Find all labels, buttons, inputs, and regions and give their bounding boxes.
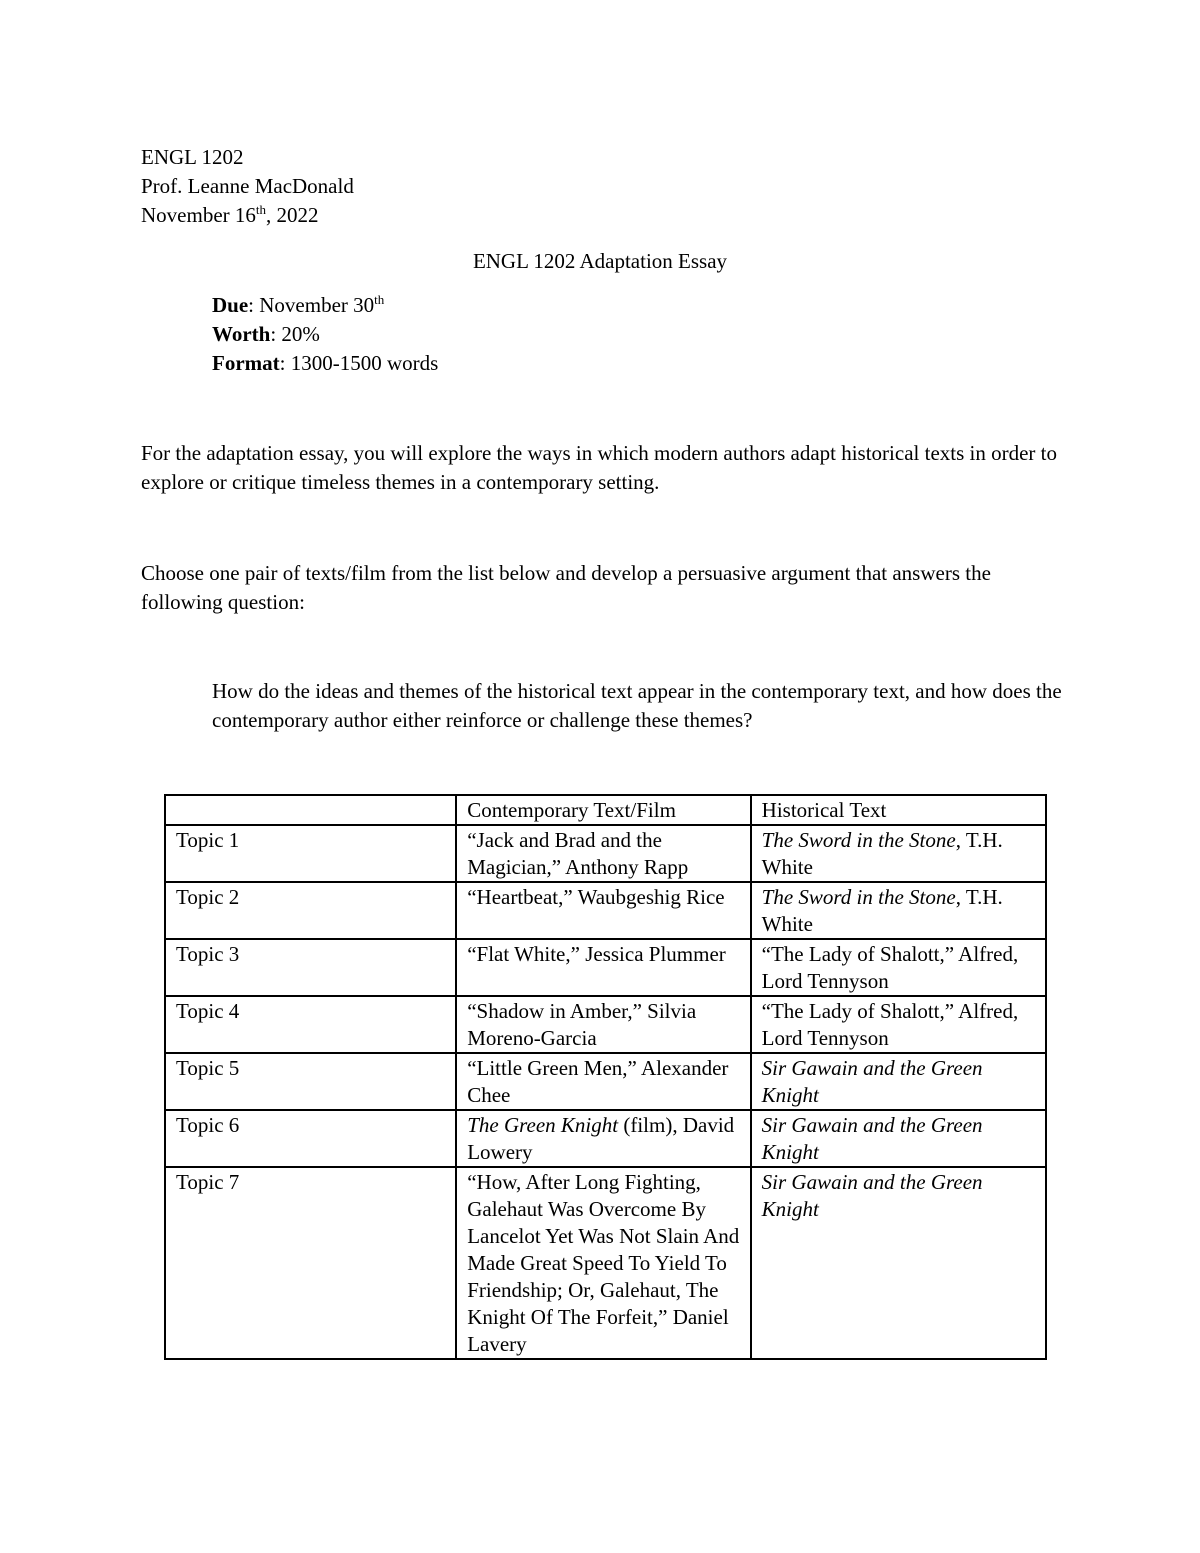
- historical-title: Sir Gawain and the Green Knight: [761, 1170, 983, 1221]
- contemporary-title: The Green Knight: [467, 1113, 619, 1137]
- essay-question: How do the ideas and themes of the historical text appear in the contemporary text, and how does the contemporary author either reinforce or challenge these themes?: [212, 679, 1062, 732]
- table-row: [165, 1110, 1046, 1167]
- historical-cell: [751, 882, 1046, 939]
- topic-cell: Topic 1: [165, 825, 456, 882]
- historical-cell: [751, 1110, 1046, 1167]
- contemporary-cell: “Jack and Brad and the Magician,” Anthony Rapp: [456, 825, 750, 882]
- topics-table: [164, 794, 1047, 1360]
- instructions-paragraph: Choose one pair of texts/film from the list below and develop a persuasive argument that answers the following question:: [141, 561, 991, 614]
- table-row: [165, 939, 1046, 996]
- contemporary-cell: [456, 1110, 750, 1167]
- historical-cell: [751, 1053, 1046, 1110]
- table-row: [165, 996, 1046, 1053]
- topic-cell: Topic 6: [165, 1110, 456, 1167]
- due-superscript: th: [374, 292, 385, 307]
- historical-title: The Sword in the Stone: [761, 828, 956, 852]
- table-row: [165, 1167, 1046, 1359]
- due-label: Due: [212, 293, 249, 317]
- historical-title: Sir Gawain and the Green Knight: [761, 1056, 983, 1107]
- historical-cell: [751, 939, 1046, 996]
- header-cell-empty: [165, 795, 456, 825]
- contemporary-cell: “Heartbeat,” Waubgeshig Rice: [456, 882, 750, 939]
- assignment-details: [212, 291, 438, 378]
- due-line: [212, 291, 438, 320]
- historical-title: “The Lady of Shalott,” Alfred, Lord Tennyson: [761, 942, 1019, 993]
- worth-label: Worth: [212, 322, 271, 346]
- table-row: [165, 882, 1046, 939]
- table-header-row: [165, 795, 1046, 825]
- header-cell-contemporary: Contemporary Text/Film: [456, 795, 750, 825]
- topic-cell: Topic 2: [165, 882, 456, 939]
- historical-author: , T.H. White: [761, 828, 1003, 879]
- format-line: [212, 349, 438, 378]
- professor-name: Prof. Leanne MacDonald: [141, 174, 354, 198]
- topic-cell: Topic 5: [165, 1053, 456, 1110]
- contemporary-cell: “Little Green Men,” Alexander Chee: [456, 1053, 750, 1110]
- topic-cell: Topic 7: [165, 1167, 456, 1359]
- header-cell-historical: Historical Text: [751, 795, 1046, 825]
- contemporary-cell: “Flat White,” Jessica Plummer: [456, 939, 750, 996]
- contemporary-cell: “Shadow in Amber,” Silvia Moreno-Garcia: [456, 996, 750, 1053]
- historical-title: The Sword in the Stone: [761, 885, 956, 909]
- table-row: [165, 1053, 1046, 1110]
- contemporary-cell: “How, After Long Fighting, Galehaut Was Overcome By Lancelot Yet Was Not Slain And Made Great Speed To Yield To Friendship; Or, Galehaut, The Knight Of The Forfeit,” Daniel Lavery: [456, 1167, 750, 1359]
- historical-title: “The Lady of Shalott,” Alfred, Lord Tennyson: [761, 999, 1019, 1050]
- date-suffix: , 2022: [266, 203, 319, 227]
- historical-cell: [751, 1167, 1046, 1359]
- table-row: [165, 825, 1046, 882]
- historical-cell: [751, 825, 1046, 882]
- worth-line: [212, 320, 438, 349]
- intro-paragraph: For the adaptation essay, you will explore the ways in which modern authors adapt historical texts in order to explore or critique timeless themes in a contemporary setting.: [141, 441, 1058, 494]
- topic-cell: Topic 3: [165, 939, 456, 996]
- topic-cell: Topic 4: [165, 996, 456, 1053]
- date-superscript: th: [255, 202, 267, 217]
- historical-author: , T.H. White: [761, 885, 1003, 936]
- date-prefix: November 16: [141, 203, 256, 227]
- due-value: : November 30: [248, 293, 375, 317]
- format-value: : 1300-1500 words: [279, 351, 439, 375]
- document-header: [141, 143, 354, 230]
- document-date: [141, 201, 354, 230]
- format-label: Format: [212, 351, 280, 375]
- historical-title: Sir Gawain and the Green Knight: [761, 1113, 983, 1164]
- worth-value: : 20%: [270, 322, 320, 346]
- contemporary-author: (film), David Lowery: [467, 1113, 735, 1164]
- document-title: ENGL 1202 Adaptation Essay: [472, 249, 728, 273]
- course-code: ENGL 1202: [141, 145, 244, 169]
- historical-cell: [751, 996, 1046, 1053]
